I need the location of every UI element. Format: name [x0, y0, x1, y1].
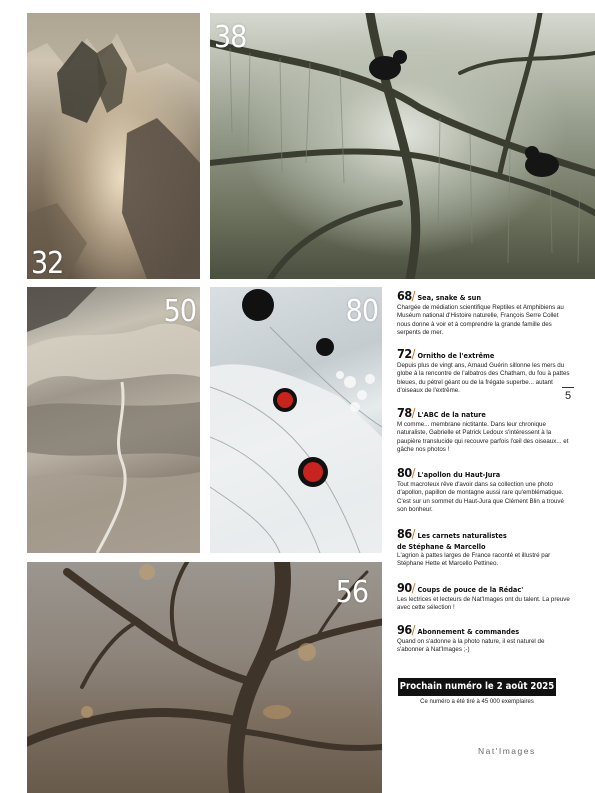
toc-entry-80[interactable]	[397, 465, 572, 515]
toc-entry-72[interactable]	[397, 346, 572, 396]
tree-leopard-illustration	[27, 562, 382, 793]
toc-page-number: 90	[397, 580, 412, 595]
page-number-38: 38	[214, 20, 247, 55]
photo-tree-leopard	[27, 562, 382, 793]
photo-bears-in-tree	[210, 13, 595, 279]
toc-description: Quand on s'adonne à la photo nature, il est naturel de s'abonner à Nat'Images ;-)	[397, 638, 545, 654]
toc-title: Abonnement & commandes	[417, 627, 520, 636]
toc-entry-86[interactable]	[397, 526, 572, 569]
toc-title: L'apollon du Haut-Jura	[417, 470, 501, 479]
toc-title: Coups de pouce de la Rédac'	[417, 585, 524, 594]
page-number-32: 32	[31, 246, 64, 279]
toc-heading: 96/ Abonnement & commandes	[397, 622, 520, 637]
folio-page-number: 5	[565, 390, 572, 402]
tree-illustration	[210, 13, 595, 279]
toc-page-number: 72	[397, 346, 412, 361]
toc-title: Ornitho de l'extrême	[417, 351, 495, 360]
photo-badlands-road	[27, 287, 200, 553]
toc-title: L'ABC de la nature	[417, 410, 486, 419]
toc-entry-68[interactable]	[397, 288, 572, 338]
toc-description: Tout macroteux rêve d'avoir dans sa collection une photo d'apollon, papillon de montagne aussi rare qu'emblématique. C'est sur un sommet du Haut-Jura que Clément Blin a trouvé son bonheur.	[397, 481, 564, 514]
brand-footer: Nat'Images	[478, 746, 536, 756]
toc-heading: 86/ Les carnets naturalistes	[397, 526, 507, 541]
toc-description: Depuis plus de vingt ans, Arnaud Guérin sillonne les mers du globe à la rencontre de l'albatros des Chatham, du fou à pattes bleues, du pétrel géant ou de la frégate superbe... autant d'oiseaux de l'extrême.	[397, 362, 570, 395]
page-number-80: 80	[345, 294, 378, 329]
toc-page-number: 86	[397, 526, 412, 541]
toc-title: Les carnets naturalistes	[417, 531, 507, 540]
print-run-note: Ce numéro a été tiré à 45 000 exemplaires	[420, 699, 534, 705]
toc-entry-78[interactable]	[397, 405, 572, 455]
toc-heading: 72/ Ornitho de l'extrême	[397, 346, 495, 361]
toc-description: M comme... membrane nictitante. Dans leur chronique naturaliste, Gabrielle et Patrick Ledoux s'intéressent à la paupière translucide qui recouvre parfois l'œil des oiseaux... et gâche nos photos !	[397, 421, 569, 454]
toc-entry-96[interactable]	[397, 622, 572, 655]
toc-description: Les lectrices et lecteurs de Nat'Images ont du talent. La preuve avec cette sélection !	[397, 596, 570, 612]
photo-misty-mountains	[27, 13, 200, 279]
toc-title: Sea, snake & sun	[417, 293, 482, 302]
mountain-illustration	[27, 13, 200, 279]
toc-page-number: 78	[397, 405, 412, 420]
page-number-56: 56	[335, 575, 368, 610]
toc-page-number: 68	[397, 288, 412, 303]
page-number-rule	[562, 387, 574, 388]
toc-description: L'agrion à pattes larges de France raconté et illustré par Stéphane Hette et Marcello Pettineo.	[397, 552, 551, 568]
toc-page-number: 96	[397, 622, 412, 637]
toc-heading: 80/ L'apollon du Haut-Jura	[397, 465, 501, 480]
toc-heading: 68/ Sea, snake & sun	[397, 288, 482, 303]
photo-apollo-butterfly-wing	[210, 287, 382, 553]
toc-heading: 90/ Coups de pouce de la Rédac'	[397, 580, 524, 595]
next-issue-banner: Prochain numéro le 2 août 2025	[398, 678, 556, 696]
toc-heading-line-2: de Stéphane & Marcello	[397, 542, 486, 551]
toc-page-number: 80	[397, 465, 412, 480]
toc-heading: 78/ L'ABC de la nature	[397, 405, 486, 420]
page-number-50: 50	[163, 294, 196, 329]
toc-entry-90[interactable]	[397, 580, 572, 613]
toc-description: Chargée de médiation scientifique Reptiles et Amphibiens au Muséum national d'Histoire naturelle, François Serre Collet nous donne à voir et à comprendre la grande famille des serpents de mer.	[397, 304, 564, 337]
